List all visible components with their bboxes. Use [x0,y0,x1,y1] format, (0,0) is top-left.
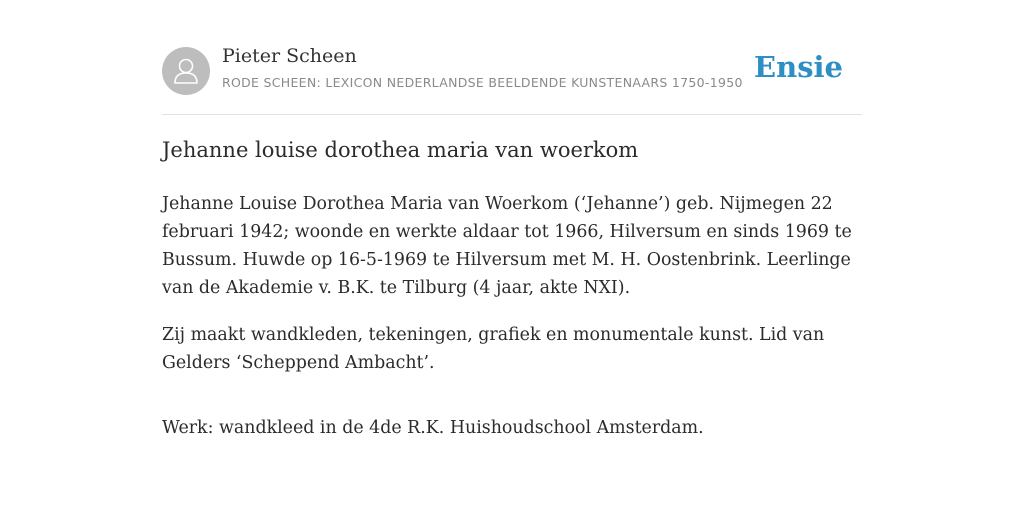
author-name[interactable]: Pieter Scheen [222,45,357,67]
user-icon [162,47,210,95]
ensie-logo[interactable]: Ensie [754,50,843,84]
source-title[interactable]: RODE SCHEEN: LEXICON NEDERLANDSE BEELDENDE KUNSTENAARS 1750-1950 [222,75,743,90]
article-body [162,190,862,461]
article-paragraph: Werk: wandkleed in de 4de R.K. Huishoudschool Amsterdam. [162,418,704,438]
article-paragraph: Jehanne Louise Dorothea Maria van Woerkom (‘Jehanne’) geb. Nijmegen 22 februari 1942; woonde en werkte aldaar tot 1966, Hilversum en sinds 1969 te Bussum. Huwde op 16-5-1969 te Hilversum met M. H. Oostenbrink. Leerlinge van de Akademie v. B.K. te Tilburg (4 jaar, akte NXI). [162,194,852,298]
article-header [162,0,862,115]
article-card [162,0,862,438]
article-title: Jehanne louise dorothea maria van woerkom [162,138,639,162]
article-paragraph: Zij maakt wandkleden, tekeningen, grafiek en monumentale kunst. Lid van Gelders ‘Scheppend Ambacht’. [162,325,825,373]
